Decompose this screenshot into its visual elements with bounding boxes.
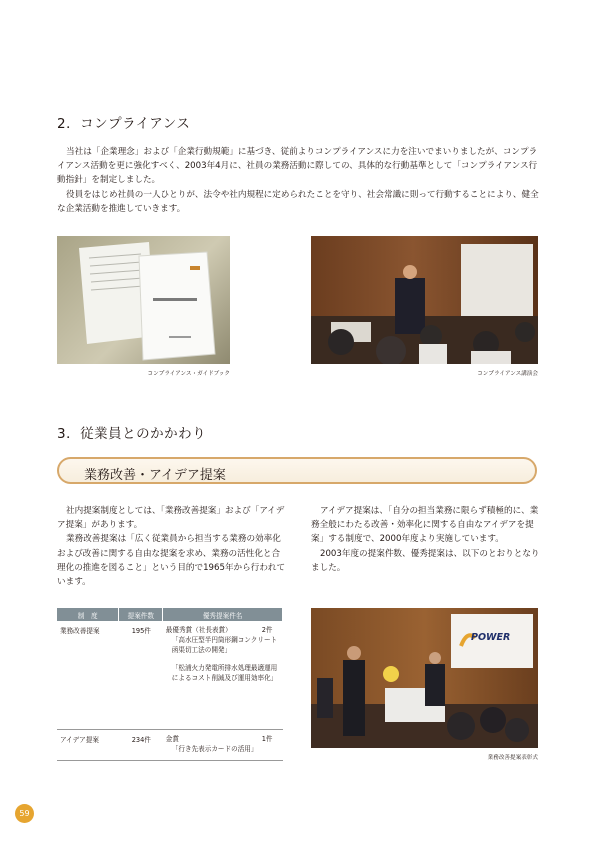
award-item: 「松浦火力発電所排水処理最適運用によるコスト削減及び運用効率化」 [171, 664, 278, 682]
award-title: 金賞 [165, 735, 179, 743]
award-title: 最優秀賞（社長表賞） [165, 626, 232, 634]
suggestion-banner [57, 457, 537, 484]
guidebook-caption: コンプライアンス・ガイドブック [147, 371, 230, 377]
award-item: 「行き先表示カードの活用」 [171, 745, 258, 753]
right-column-text [311, 504, 540, 575]
award-item: 「高水圧型半円筒形鋼コンクリート函渠切工法の開発」 [171, 636, 278, 654]
power-sign-text: POWER [471, 632, 511, 643]
ceremony-caption: 業務改善提案表彰式 [487, 755, 538, 761]
compliance-guidebook-photo [57, 236, 230, 364]
ceremony-illustration [311, 608, 538, 748]
cell-system: 業務改善提案 [57, 621, 119, 730]
lecture-caption: コンプライアンス講演会 [477, 371, 538, 377]
right-paragraph-2: 2003年度の提案件数、優秀提案は、以下のとおりとなりました。 [311, 548, 540, 573]
table-row [57, 621, 283, 730]
header-count: 提案件数 [119, 608, 163, 621]
header-awards: 優秀提案件名 [163, 608, 283, 621]
guidebook-illustration [57, 236, 230, 364]
cell-count: 234件 [119, 730, 163, 761]
banner-label: 業務改善・アイデア提案 [84, 468, 226, 483]
section-2-body [57, 145, 545, 216]
compliance-paragraph-1: 当社は「企業理念」および「企業行動規範」に基づき、従前よりコンプライアンスに力を注いでまいりましたが、コンプライアンス活動を更に強化すべく、2003年4月に、社員の業務活動に際しての、具体的な行動基準として「コンプライアンス行動指針」を制定しました。 [57, 147, 538, 186]
lecture-illustration [311, 236, 538, 364]
section-3-title: 3．従業員とのかかわり [57, 426, 207, 442]
left-column-text [57, 504, 286, 589]
compliance-paragraph-2: 役員をはじめ社員の一人ひとりが、法令や社内規程に定められたことを守り、社会常識に則って行動することにより、健全な企業活動を推進していきます。 [57, 189, 539, 214]
cell-count: 195件 [119, 621, 163, 730]
cell-awards [163, 730, 283, 761]
award-count: 1件 [261, 735, 273, 743]
table-row [57, 730, 283, 761]
left-paragraph-1: 社内提案制度としては、「業務改善提案」および「アイデア提案」があります。 [57, 506, 285, 531]
cell-awards [163, 621, 283, 730]
table-header-row [57, 608, 283, 621]
award-ceremony-photo [311, 608, 538, 748]
left-paragraph-2: 業務改善提案は「広く従業員から担当する業務の効率化および改善に関する自由な提案を求め、業務の活性化と合理化の推進を図ること」という目的で1965年から行われています。 [57, 534, 286, 588]
section-2-title: 2．コンプライアンス [57, 116, 191, 132]
award-count: 2件 [261, 626, 273, 634]
right-paragraph-1: アイデア提案は、「自分の担当業務に限らず積極的に、業務全般にわたる改善・効率化に関する自由なアイデアを提案」する制度で、2000年度より実施しています。 [311, 506, 539, 545]
header-system: 制 度 [57, 608, 119, 621]
cell-system: アイデア提案 [57, 730, 119, 761]
compliance-lecture-photo [311, 236, 538, 364]
suggestion-results-table [57, 608, 283, 761]
page-number: 59 [15, 804, 34, 823]
